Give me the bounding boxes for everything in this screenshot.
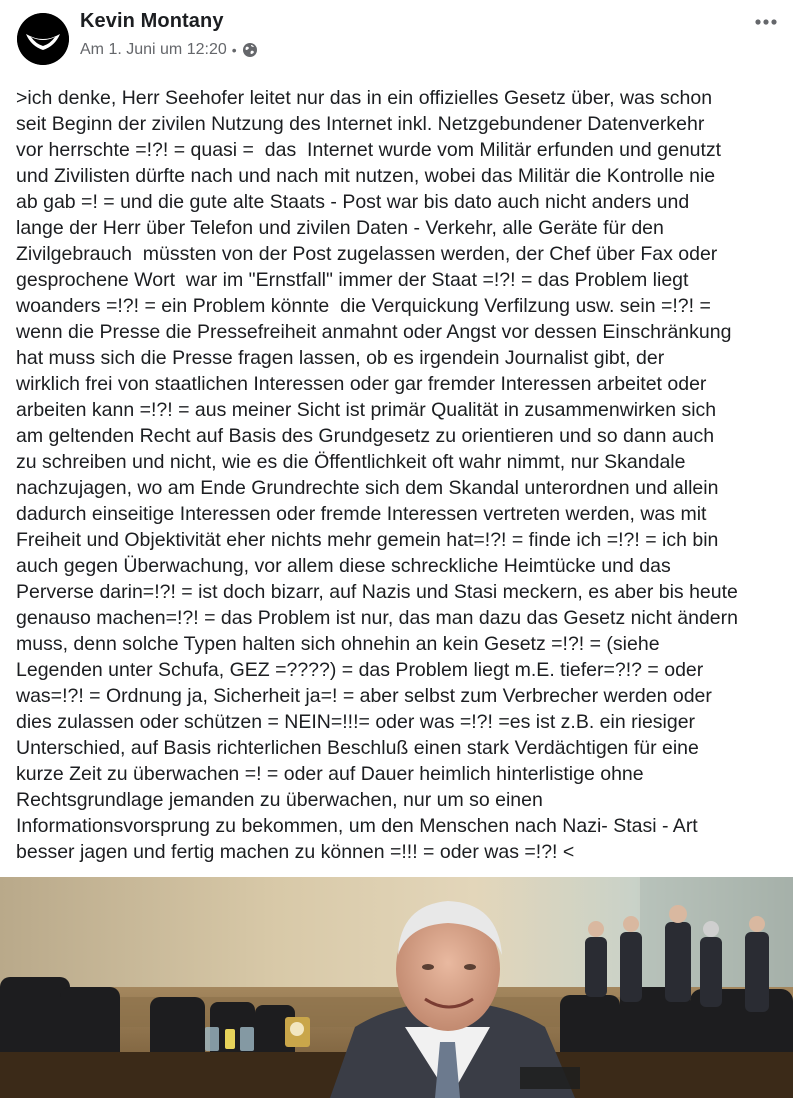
globe-icon[interactable] [242,42,258,58]
more-options-button[interactable] [750,6,782,38]
avatar-logo-icon [17,13,69,65]
post-photo[interactable] [0,877,793,1098]
author-name[interactable]: Kevin Montany [80,10,224,32]
post-header [0,0,793,72]
photo-seehofer-cabinet-room [0,877,793,1098]
post-timestamp[interactable]: Am 1. Juni um 12:20 [80,41,227,58]
post-meta [80,40,258,60]
avatar[interactable] [17,13,69,65]
more-horizontal-icon [754,18,778,26]
meta-separator: • [231,42,237,58]
post-text: >ich denke, Herr Seehofer leitet nur das in ein offizielles Gesetz über, was schon seit Beginn der zivilen Nutzung des Internet inkl. Netzgebundener Datenverkehr vor herrschte =!?! = quasi = das Internet wurde vom Militär erfunden und genutzt und Zivilisten dürfte nach und nach mit nutzen, wobei das Militär die Kontrolle nie ab gab =! = und die gute alte Staats - Post war bis dato auch nicht anders und lange der Herr über Telefon und zivilen Daten - Verkehr, alle Geräte für den Zivilgebrauch müssten von der Post zugelassen werden, der Chef über Fax oder gesprochene Wort war im "Ernstfall" immer der Staat =!?! = das Problem liegt woanders =!?! = ein Problem könnte die Verquickung Verfilzung usw. sein =!?! = wenn die Presse die Pressefreiheit anmahnt oder Angst vor dessen Einschränkung hat muss sich die Presse fragen lassen, ob es irgendein Journalist gibt, der wirklich frei von staatlichen Interessen oder gar fremder Interessen arbeitet oder arbeiten kann =!?! = aus meiner Sicht ist primär Qualität in zusammenwirken sich am geltenden Recht auf Basis des Grundgesetz zu orientieren und so dann auch zu schreiben und nicht, wie es die Öffentlichkeit oft wahr nimmt, nur Skandale nachzujagen, wo am Ende Grundrechte sich dem Skandal unterordnen und allein dadurch einseitige Interessen oder fremde Interessen vertreten werden, was mit Freiheit und Objektivität eher nichts mehr gemein hat=!?! = finde ich =!?! = ich bin auch gegen Überwachung, vor allem diese schreckliche Heimtücke und das Perverse darin=!?! = ist doch bizarr, auf Nazis und Stasi meckern, es aber bis heute genauso machen=!?! = das Problem ist nur, das man dazu das Gesetz nicht ändern muss, denn solche Typen halten sich ohnehin an kein Gesetz =!?! = (siehe Legenden unter Schufa, GEZ =????) = das Problem liegt m.E. tiefer=?!? = oder was=!?! = Ordnung ja, Sicherheit ja=! = aber selbst zum Verbrecher werden oder dies zulassen oder schützen = NEIN=!!!= oder was =!?! =es ist z.B. ein riesiger Unterschied, auf Basis richterlichen Beschluß einen stark Verdächtigen für eine kurze Zeit zu überwachen =! = oder auf Dauer heimlich hinterlistige ohne Rechtsgrundlage jemanden zu überwachen, nur um so einen Informationsvorsprung zu bekommen, um den Menschen nach Nazi- Stasi - Art besser jagen und fertig machen zu können =!!! = oder was =!?! < [16,87,738,863]
